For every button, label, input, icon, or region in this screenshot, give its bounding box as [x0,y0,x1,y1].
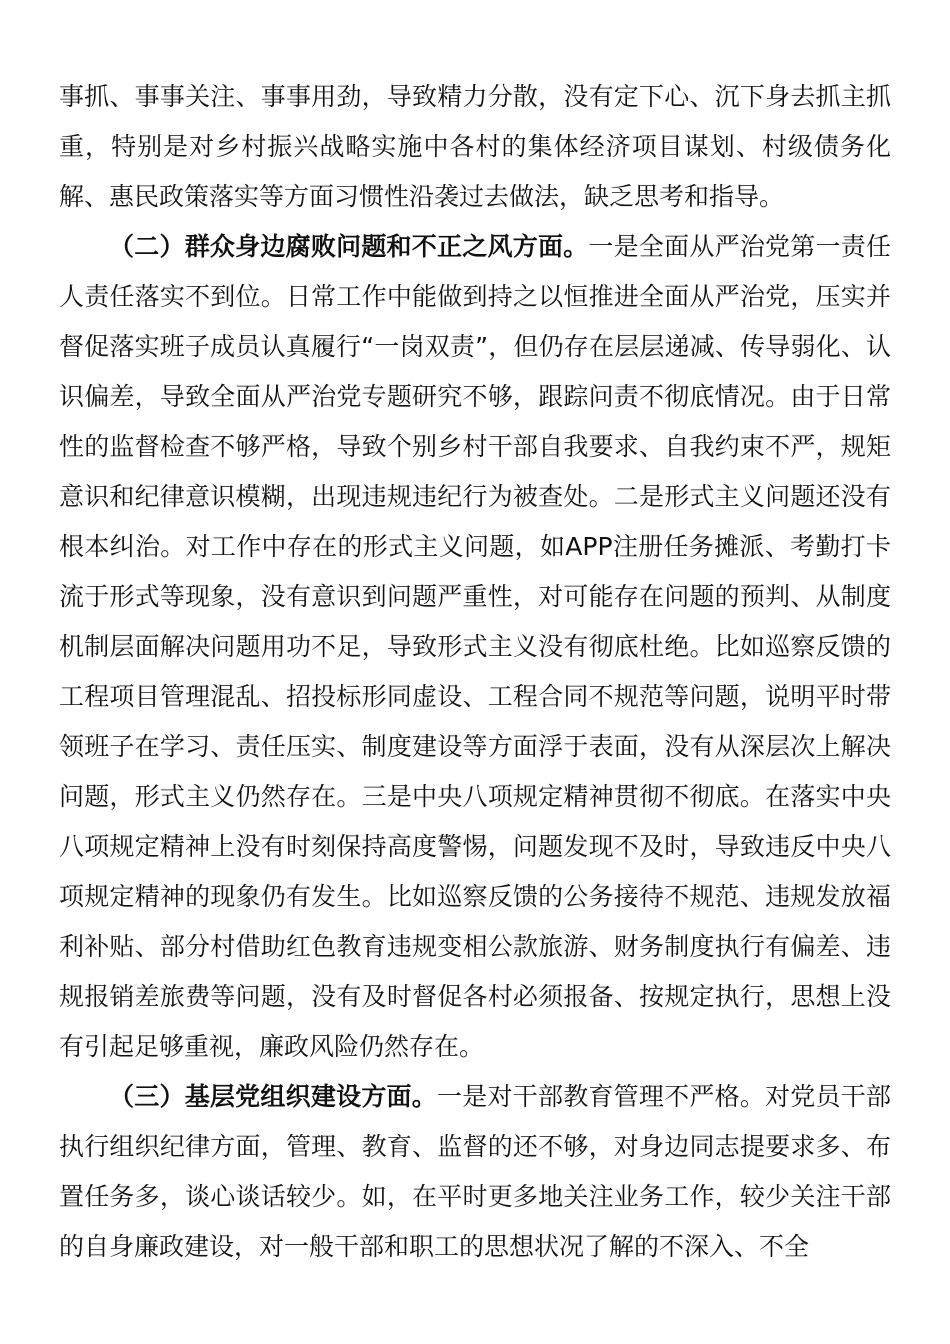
paragraph-body: 事抓、事事关注、事事用劲，导致精力分散，没有定下心、沉下身去抓主抓重，特别是对乡村振兴战略实施中各村的集体经济项目谋划、村级债务化解、惠民政策落实等方面习惯性沿袭过去做法，缺乏思考和指导。 [59,82,891,211]
paragraph-body: 一是全面从严治党第一责任人责任落实不到位。日常工作中能做到持之以恒推进全面从严治党，压实并督促落实班子成员认真履行“一岗双责”，但仍存在层层递减、传导弱化、认识偏差，导致全面从严治党专题研究不够，跟踪问责不彻底情况。由于日常性的监督检查不够严格，导致个别乡村干部自我要求、自我约束不严，规矩意识和纪律意识模糊，出现违规违纪行为被查处。二是形式主义问题还没有根本纠治。对工作中存在的形式主义问题，如APP注册任务摊派、考勤打卡流于形式等现象，没有意识到问题严重性，对可能存在问题的预判、从制度机制层面解决问题用功不足，导致形式主义没有彻底杜绝。比如巡察反馈的工程项目管理混乱、招投标形同虚设、工程合同不规范等问题，说明平时带领班子在学习、责任压实、制度建设等方面浮于表面，没有从深层次上解决问题，形式主义仍然存在。三是中央八项规定精神贯彻不彻底。在落实中央八项规定精神上没有时刻保持高度警惕，问题发现不及时，导致违反中央八项规定精神的现象仍有发生。比如巡察反馈的公务接待不规范、违规发放福利补贴、部分村借助红色教育违规变相公款旅游、财务制度执行有偏差、违规报销差旅费等问题，没有及时督促各村必须报备、按规定执行，思想上没有引起足够重视，廉政风险仍然存在。 [59,232,891,1061]
section-heading: （三）基层党组织建设方面。 [109,1082,438,1111]
paragraph-continued [59,72,891,222]
paragraph-section-two [59,222,891,1072]
section-heading: （二）群众身边腐败问题和不正之风方面。 [109,232,589,261]
paragraph-body: 一是对干部教育管理不严格。对党员干部执行组织纪律方面，管理、教育、监督的还不够，对身边同志提要求多、布置任务多，谈心谈话较少。如，在平时更多地关注业务工作，较少关注干部的自身廉政建设，对一般干部和职工的思想状况了解的不深入、不全 [59,1082,891,1261]
paragraph-section-three [59,1072,891,1272]
document-body [59,72,891,1272]
